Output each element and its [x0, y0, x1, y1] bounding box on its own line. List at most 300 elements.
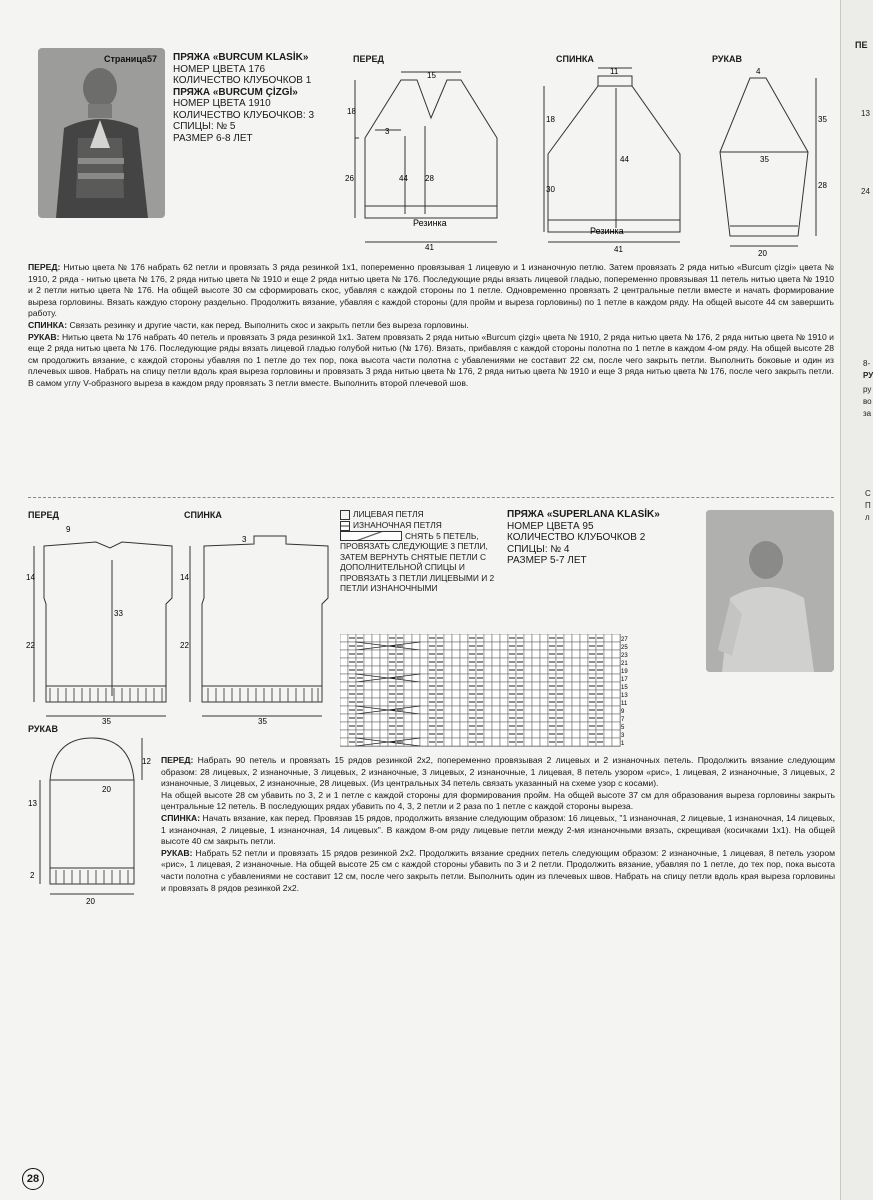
chart-cell [380, 682, 388, 690]
edge-text-5: РУ [863, 371, 873, 380]
front-dim-mid: 44 [399, 174, 408, 183]
yarn-spec-block-2 [507, 509, 697, 567]
chart-cell [564, 674, 572, 682]
chart-cell [404, 666, 412, 674]
chart-cell [412, 690, 420, 698]
chart-cell [572, 650, 580, 658]
yarn1-title: ПРЯЖА «BURCUM KLASİK» [173, 52, 309, 63]
chart-cell [580, 690, 588, 698]
chart-row-number: 27 [621, 637, 628, 643]
chart-cell [444, 714, 452, 722]
chart-cell [412, 650, 420, 658]
chart-cell [532, 682, 540, 690]
chart-cell [380, 658, 388, 666]
chart-cell [580, 738, 588, 746]
diagram-front-schematic [345, 66, 515, 252]
chart-cell [364, 730, 372, 738]
chart-cell [580, 666, 588, 674]
chart-cell [540, 658, 548, 666]
chart-cell [564, 738, 572, 746]
child-figure-image [706, 510, 834, 672]
chart-cell [564, 706, 572, 714]
chart-cell [524, 730, 532, 738]
diagram2-front-schematic [26, 520, 178, 726]
chart-cell [420, 706, 428, 714]
needles-2: СПИЦЫ: № 4 [507, 543, 570, 555]
chart-cell [500, 658, 508, 666]
front2-dim-b: 14 [26, 573, 35, 582]
instruction-back-text: Связать резинку и другие части, как перед. Выполнить скос и закрыть петли без выреза горловины. [69, 319, 469, 330]
chart-cell [412, 634, 420, 642]
chart-cell [364, 690, 372, 698]
back2-dim-b: 14 [180, 573, 189, 582]
chart-grid [340, 634, 620, 746]
chart-cell [452, 682, 460, 690]
back2-dim-a: 3 [242, 535, 247, 544]
chart-cell [532, 698, 540, 706]
chart-cell [524, 634, 532, 642]
chart-cell [460, 650, 468, 658]
front2-dim-d: 22 [26, 641, 35, 650]
chart-cell [340, 714, 348, 722]
chart-cell [524, 658, 532, 666]
chart-cell [532, 690, 540, 698]
chart-cell [484, 738, 492, 746]
chart-cell [604, 738, 612, 746]
chart-cell [452, 650, 460, 658]
legend-knit-text: ЛИЦЕВАЯ ПЕТЛЯ [353, 509, 424, 519]
chart-cell [484, 714, 492, 722]
chart-cell [372, 706, 380, 714]
chart-cell [380, 666, 388, 674]
chart-cell [604, 642, 612, 650]
sleeve-dim-side: 28 [818, 181, 827, 190]
chart-cell [572, 714, 580, 722]
chart-cell [404, 714, 412, 722]
diagram2-sleeve-label: РУКАВ [28, 724, 58, 734]
chart-cell [340, 658, 348, 666]
chart-cell [612, 674, 620, 682]
chart-cell [444, 730, 452, 738]
size-2: РАЗМЕР 5-7 ЛЕТ [507, 555, 587, 566]
sleeve2-dim-b: 20 [102, 785, 111, 794]
chart-cell [460, 658, 468, 666]
chart-cell [492, 722, 500, 730]
chart-cell [532, 706, 540, 714]
chart-cell [604, 698, 612, 706]
chart-cell [604, 690, 612, 698]
chart-cell [420, 698, 428, 706]
front2-dim-e: 35 [102, 717, 111, 726]
chart-cell [452, 706, 460, 714]
chart-cell [540, 674, 548, 682]
chart-cell [564, 634, 572, 642]
back-dim-width: 41 [614, 245, 623, 254]
instruction-front-title: ПЕРЕД: [28, 262, 61, 272]
chart-cell [460, 666, 468, 674]
chart-cell [340, 642, 348, 650]
chart-cell [564, 658, 572, 666]
chart-cell [572, 642, 580, 650]
chart-cell [564, 730, 572, 738]
legend-purl-text: ИЗНАНОЧНАЯ ПЕТЛЯ [353, 519, 442, 530]
back2-dim-c: 22 [180, 641, 189, 650]
chart-cell [364, 714, 372, 722]
instruction-sleeve-text: Нитью цвета № 176 набрать 40 петель и провязать 3 ряда резинкой 1x1. Затем провязать 2 ряда нитью «Burcum çizgi» цвета № 1910, 2 ряда нитью цвета № 176, 2 ряда нитью цвета № 1910 и еще 2 ряда нитью цвета № 176. Последующие ряды вязать лицевой гладью голубой нитью (№ 176). Вязать, прибавляя с каждой стороны полотна по 1 петле в каждом 4-ом ряду. На общей высоте 28 см продолжить вязание, с каждой стороны убавляя по 1 петле до тех пор, пока высота части полотна с убавлениями не составит 22 см, после чего закрыть петли. Выполнить боковые и один из плечевых швов. Набрать на спицу петли вдоль края выреза горловины и провязать 3 ряда нитью цвета № 176, 2 ряда нитью цвета № 1910 и еще 3 ряда нитью цвета № 176, после чего закрыть петли. В самом углу V-образного выреза в каждом ряду провязать 3 петли вместе. Выполнить второй плечевой шов. [28, 331, 834, 388]
chart-cell [540, 634, 548, 642]
chart-cell [340, 682, 348, 690]
chart-cell [524, 714, 532, 722]
chart-cell [540, 738, 548, 746]
chart-cell [492, 634, 500, 642]
chart-cell [532, 738, 540, 746]
chart-cell [460, 730, 468, 738]
chart-cell [500, 674, 508, 682]
chart-cell [580, 730, 588, 738]
chart-cell [580, 682, 588, 690]
chart-row-number: 25 [621, 645, 628, 651]
front-dim-side: 18 [347, 107, 356, 116]
chart-cell [372, 690, 380, 698]
front-dim-width: 41 [425, 243, 434, 252]
chart-cell [540, 666, 548, 674]
chart-cell [380, 714, 388, 722]
chart-cell [572, 738, 580, 746]
chart-cell [492, 738, 500, 746]
chart-cell [372, 714, 380, 722]
chart-cell [612, 722, 620, 730]
yarn3-color: НОМЕР ЦВЕТА 95 [507, 520, 594, 532]
diagram-sleeve-label: РУКАВ [712, 54, 742, 64]
instruction2-sleeve [161, 848, 835, 894]
chart-cell [452, 658, 460, 666]
back-dim-total: 44 [620, 155, 629, 164]
instruction2-back-text: Начать вязание, как перед. Провязав 15 рядов, продолжить вязание следующим образом: 16 лицевых, "1 изнаночная, 2 лицевые, 1 изнаночная, 14 лицевых, 1 изнаночная, 2 лицевые, 1 изнаночная, 14 лицевых". В каждом 8-ом ряду лицевые петли между 2-мя изнаночными вязать, скрещивая (косичками 1x1). На общей высоте 40 см закрыть петли. [161, 812, 835, 847]
chart-cell [532, 722, 540, 730]
chart-cell [372, 658, 380, 666]
edge-text-4: 8- [863, 359, 871, 368]
chart-cell [612, 706, 620, 714]
chart-cell [444, 722, 452, 730]
chart-cell [340, 730, 348, 738]
chart-cell [564, 682, 572, 690]
sleeve2-dim-a: 12 [142, 757, 151, 766]
instruction-front-text: Нитью цвета № 176 набрать 62 петли и провязать 3 ряда резинкой 1x1, попеременно провязывая 1 лицевую и 1 изнаночную петлю. Затем провязать 2 ряда нитью «Burcum çizgi» цвета № 1910, 2 ряда - нитью цвета № 176, 2 ряда нитью цвета № 1910 и еще 2 ряда нитью цвета № 176. Последующие ряды вязать лицевой гладью, попеременно провязывая 11 петель нитью цвета № 1910 и 2 петли нитью цвета № 176. На общей высоте 30 см сформировать скос, убавляя с каждой стороны по 1 петле. Одновременно провязать 2 центральные петли вместе и начать формирование выреза горловины. Вязать каждую сторону раздельно. Продолжить вязание, убавляя с каждой стороны (для пройм и выреза горловины) по 1 петле в каждом ряду. На общей высоте 44 см завершить работу. [28, 262, 835, 319]
chart-cell [500, 738, 508, 746]
chart-cell [500, 722, 508, 730]
chart-cell [492, 698, 500, 706]
chart-cell [340, 698, 348, 706]
yarn2-color: НОМЕР ЦВЕТА 1910 [173, 98, 271, 109]
chart-row-number: 3 [621, 733, 625, 739]
chart-cell [452, 698, 460, 706]
chart-cell [604, 634, 612, 642]
chart-cell [364, 722, 372, 730]
chart-cell [500, 682, 508, 690]
front-dim-neck: 15 [427, 71, 436, 80]
chart-cell [340, 666, 348, 674]
chart-cell [532, 666, 540, 674]
chart-cell [492, 666, 500, 674]
chart-cell [564, 650, 572, 658]
chart-row-number: 9 [621, 709, 625, 715]
legend-purl [340, 520, 500, 531]
chart-cell [460, 674, 468, 682]
chart-cell [492, 730, 500, 738]
diagram2-back-label: СПИНКА [184, 510, 222, 520]
chart-row-number: 21 [621, 661, 628, 667]
chart-cell [364, 634, 372, 642]
chart-cell [340, 722, 348, 730]
chart-cell [444, 682, 452, 690]
chart-cell [580, 642, 588, 650]
legend-knit [340, 509, 500, 520]
back-dim-side: 30 [546, 185, 555, 194]
sleeve-dim-cuff: 20 [758, 249, 767, 256]
chart-cell [572, 682, 580, 690]
chart-row-number: 1 [621, 741, 625, 747]
chart-cell [564, 642, 572, 650]
chart-cell [540, 706, 548, 714]
instruction-sleeve-title: РУКАВ: [28, 331, 60, 342]
instructions-block-2 [161, 755, 835, 894]
chart-row-number: 5 [621, 725, 625, 731]
chart-cell [612, 634, 620, 642]
chart-cell [500, 642, 508, 650]
chart-cell [460, 698, 468, 706]
sleeve2-dim-e: 20 [86, 897, 95, 906]
legend-cable-text: СНЯТЬ 5 ПЕТЕЛЬ, ПРОВЯЗАТЬ СЛЕДУЮЩИЕ 3 ПЕТЛИ, ЗАТЕМ ВЕРНУТЬ СНЯТЫЕ ПЕТЛИ С ДОПОЛНИТЕЛЬНОЙ СПИЦЫ И ПРОВЯЗАТЬ 3 ПЕТЛИ ЛИЦЕВЫМИ И 2 ПЕТЛИ ИЗНАНОЧНЫМИ [340, 530, 495, 594]
chart-cell [444, 658, 452, 666]
chart-cell [484, 690, 492, 698]
chart-cell [452, 722, 460, 730]
chart-cell [404, 650, 412, 658]
chart-cell [420, 738, 428, 746]
chart-cell [524, 706, 532, 714]
chart-cell [364, 650, 372, 658]
instruction2-sleeve-text: Набрать 52 петли и провязать 15 рядов резинкой 2x2. Продолжить вязание средних петель следующим образом: 2 изнаночные, 1 лицевая, 8 петель узором «рис», 1 лицевая, 2 изнаночные. На общей высоте 25 см с каждой стороны убавить по 3 и 2 петли. Продолжить вязание, убавляя по 1 петле, до тех пор, пока высота части полотна с убавлениями не составит 12 см, после чего закрыть петли. Выполнить один из плечевых швов. Набрать на спицу петли вдоль края выреза горловины и провязать 8 рядов резинкой 2x2. [161, 847, 836, 893]
chart-cell [340, 738, 348, 746]
chart-cell [340, 706, 348, 714]
chart-cell [372, 650, 380, 658]
purl-symbol-icon [340, 521, 350, 531]
legend-cable [340, 531, 500, 594]
chart-cell [604, 730, 612, 738]
diagram-back-schematic [540, 62, 688, 256]
chart-cell [572, 658, 580, 666]
chart-cell [444, 650, 452, 658]
chart-cell [404, 658, 412, 666]
chart-cell [452, 642, 460, 650]
chart-cell [564, 722, 572, 730]
chart-cell [524, 738, 532, 746]
instruction2-back-title: СПИНКА: [161, 812, 201, 823]
chart-cell [492, 682, 500, 690]
sleeve-dim-height: 35 [818, 115, 827, 124]
yarn2-balls: КОЛИЧЕСТВО КЛУБОЧКОВ: 3 [173, 109, 315, 121]
sleeve2-dim-d: 2 [30, 871, 35, 880]
chart-row-number: 17 [621, 677, 628, 683]
chart-cell [372, 722, 380, 730]
chart-cell [524, 698, 532, 706]
back2-dim-d: 35 [258, 717, 267, 726]
chart-cell [492, 690, 500, 698]
chart-cell [420, 642, 428, 650]
chart-cell [532, 650, 540, 658]
back-dim-neck: 11 [610, 67, 619, 76]
chart-cell [412, 698, 420, 706]
chart-cell [412, 730, 420, 738]
chart-cell [572, 690, 580, 698]
chart-cell [420, 682, 428, 690]
chart-cell [404, 722, 412, 730]
chart-cell [580, 722, 588, 730]
chart-cell [452, 690, 460, 698]
chart-cell [572, 674, 580, 682]
photo-child-sweater [706, 510, 834, 672]
chart-cell [452, 666, 460, 674]
chart-cell [380, 730, 388, 738]
chart-cell [500, 650, 508, 658]
instruction2-back [161, 813, 835, 848]
instruction-sleeve [28, 332, 834, 390]
chart-cell [404, 634, 412, 642]
edge-text-7: во [863, 397, 872, 406]
chart-cell [444, 642, 452, 650]
chart-cell [364, 682, 372, 690]
chart-cell [372, 674, 380, 682]
chart-cell [612, 730, 620, 738]
chart-cell [372, 634, 380, 642]
chart-cell [580, 674, 588, 682]
edge-text-11: л [865, 513, 870, 522]
chart-cell [484, 634, 492, 642]
chart-cell [492, 642, 500, 650]
chart-cell [604, 722, 612, 730]
chart-cell [612, 666, 620, 674]
instruction2-front [161, 755, 835, 790]
chart-cell [444, 674, 452, 682]
chart-cell [492, 658, 500, 666]
yarn2-title: ПРЯЖА «BURCUM ÇİZGİ» [173, 86, 298, 98]
chart-cell [372, 682, 380, 690]
chart-cell [444, 706, 452, 714]
chart-cell [340, 674, 348, 682]
chart-cell [564, 714, 572, 722]
chart-cell [420, 722, 428, 730]
front-dim-mid2: 28 [425, 174, 434, 183]
instruction-back-title: СПИНКА: [28, 319, 68, 330]
chart-cell [532, 642, 540, 650]
chart-cell [380, 690, 388, 698]
chart-cell [524, 650, 532, 658]
chart-cell [540, 714, 548, 722]
chart-cell [404, 682, 412, 690]
chart-cell [452, 714, 460, 722]
chart-cell [524, 674, 532, 682]
chart-cell [484, 706, 492, 714]
chart-cell [500, 634, 508, 642]
chart-cell [612, 698, 620, 706]
section-divider [28, 497, 834, 498]
chart-row-number: 19 [621, 669, 628, 675]
diagram2-sleeve-schematic [26, 734, 156, 906]
chart-cell [492, 674, 500, 682]
chart-cell [340, 650, 348, 658]
chart-cell [412, 666, 420, 674]
chart-cell [372, 698, 380, 706]
chart-cell [412, 714, 420, 722]
chart-cell [404, 690, 412, 698]
boy-figure-image [38, 48, 165, 218]
chart-cell [604, 674, 612, 682]
needles: СПИЦЫ: № 5 [173, 121, 236, 132]
chart-cell [500, 698, 508, 706]
chart-cell [420, 650, 428, 658]
chart-cell [612, 658, 620, 666]
chart-cell [580, 714, 588, 722]
chart-cell [420, 666, 428, 674]
chart-cell [412, 722, 420, 730]
instruction2-front-text: Набрать 90 петель и провязать 15 рядов резинкой 2x2, попеременно провязывая 2 лицевых и 2 изнаночных петель. Продолжить вязание следующим образом: 28 лицевых, 2 изнаночные, 3 лицевых, 2 изнаночные, 3 лицевых, 2 изнаночные, 1 лицевая, 8 петель узором «рис», 1 лицевая, 2 изнаночные, 3 лицевых, 2 изнаночные, 3 лицевых, 2 изнаночные, 28 лицевых. (Из центральных 34 петель связать указанный на схеме узор с косами). [161, 755, 835, 789]
knitting-chart [340, 634, 628, 750]
yarn3-title: ПРЯЖА «SUPERLANA KLASİK» [507, 509, 660, 520]
chart-cell [340, 690, 348, 698]
instruction2-front-b: На общей высоте 28 см убавить по 3, 2 и 1 петле с каждой стороны для формирования пройм. На общей высоте 37 см для образования выреза горловины закрыть центральные 12 петель. В последующих рядах убавить по 4, 3, 2 петли и 2 раза по 1 петле с каждой стороны выреза. [161, 789, 835, 812]
instruction-front [28, 262, 834, 320]
chart-cell [492, 706, 500, 714]
edge-text-2: 13 [861, 109, 870, 118]
page-edge [840, 0, 873, 1200]
chart-cell [532, 634, 540, 642]
diagram2-front-label: ПЕРЕД [28, 510, 59, 520]
chart-cell [484, 658, 492, 666]
chart-cell [460, 714, 468, 722]
chart-cell [532, 714, 540, 722]
chart-cell [420, 730, 428, 738]
chart-cell [524, 690, 532, 698]
chart-cell [380, 650, 388, 658]
chart-cell [612, 690, 620, 698]
chart-cell [540, 690, 548, 698]
chart-cell [572, 730, 580, 738]
chart-cell [460, 738, 468, 746]
chart-cell [452, 730, 460, 738]
yarn1-balls: КОЛИЧЕСТВО КЛУБОЧКОВ 1 [173, 75, 312, 86]
chart-row-number: 23 [621, 653, 628, 659]
edge-text-8: за [863, 409, 872, 418]
diagram2-back-schematic [178, 520, 334, 726]
chart-cell [500, 706, 508, 714]
chart-cell [500, 666, 508, 674]
chart-cell [444, 690, 452, 698]
chart-cell [380, 634, 388, 642]
chart-cell [612, 682, 620, 690]
sleeve-dim-width: 35 [760, 155, 769, 164]
chart-cell [612, 714, 620, 722]
chart-cell [532, 674, 540, 682]
chart-cell [372, 730, 380, 738]
chart-cell [484, 722, 492, 730]
chart-cell [380, 698, 388, 706]
chart-cell [604, 682, 612, 690]
edge-text-10: П [865, 501, 871, 510]
chart-cell [604, 714, 612, 722]
chart-cell [444, 634, 452, 642]
chart-cell [564, 690, 572, 698]
chart-cell [572, 698, 580, 706]
chart-cell [532, 658, 540, 666]
